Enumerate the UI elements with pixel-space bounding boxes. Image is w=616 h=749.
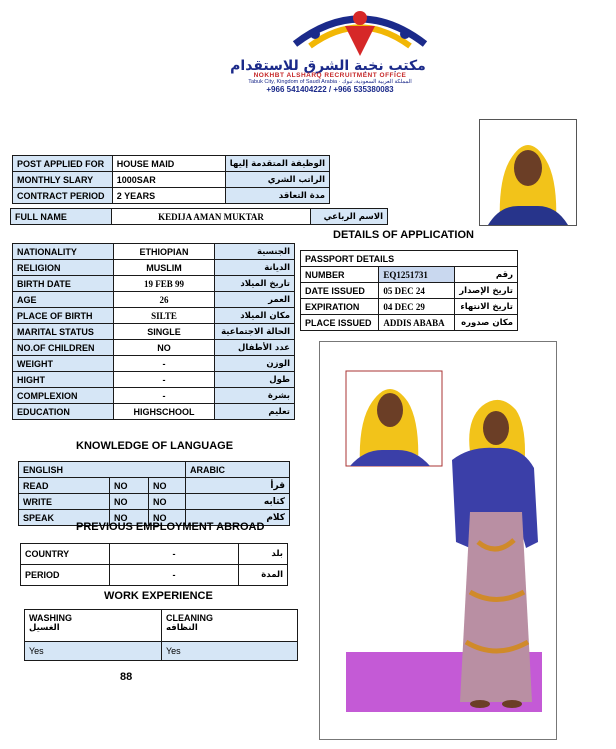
detail-label: BIRTH DATE <box>13 276 114 292</box>
detail-label: COMPLEXION <box>13 388 114 404</box>
country-value: - <box>110 544 239 565</box>
details-heading: DETAILS OF APPLICATION <box>333 229 474 241</box>
detail-label-arabic: الجنسية <box>215 244 295 260</box>
language-row-label-arabic: كلام <box>186 510 290 526</box>
table-row <box>19 494 290 510</box>
language-row-label: SPEAK <box>19 510 110 526</box>
table-row <box>19 462 290 478</box>
table-row <box>301 283 518 299</box>
table-row <box>13 276 295 292</box>
detail-value: NO <box>114 340 215 356</box>
washing-label-arabic: الغسيل <box>29 623 60 633</box>
washing-cell <box>25 610 162 642</box>
passport-value: 05 DEC 24 <box>379 283 455 299</box>
full-body-photo <box>319 341 557 740</box>
passport-title: PASSPORT DETAILS <box>301 251 518 267</box>
page-number: 88 <box>120 671 133 683</box>
detail-label: PLACE OF BIRTH <box>13 308 114 324</box>
detail-value: MUSLIM <box>114 260 215 276</box>
passport-value: 04 DEC 29 <box>379 299 455 315</box>
english-level: NO <box>110 510 149 526</box>
detail-label-arabic: تاريخ الميلاد <box>215 276 295 292</box>
table-row <box>13 324 295 340</box>
arabic-column-header: ARABIC <box>186 462 290 478</box>
detail-value: 26 <box>114 292 215 308</box>
passport-label-arabic: رقم <box>455 267 518 283</box>
detail-label-arabic: بشرة <box>215 388 295 404</box>
contract-value: 2 YEARS <box>112 188 225 204</box>
detail-label-arabic: عدد الأطفال <box>215 340 295 356</box>
language-row-label: READ <box>19 478 110 494</box>
work-table <box>24 609 298 661</box>
table-row <box>25 610 298 642</box>
detail-label: WEIGHT <box>13 356 114 372</box>
company-name-english: NOKHBT ALSHARQ RECRUITMENT OFFICE <box>253 72 407 79</box>
full-name-value: KEDIJA AMAN MUKTAR <box>112 209 311 225</box>
arabic-level: NO <box>149 510 186 526</box>
cleaning-value: Yes <box>162 642 298 661</box>
full-name-table <box>10 208 388 225</box>
country-label-arabic: بلد <box>239 544 288 565</box>
table-row <box>301 299 518 315</box>
arabic-level: NO <box>149 494 186 510</box>
employment-table <box>20 543 288 586</box>
personal-details-table <box>12 243 295 420</box>
arabic-level: NO <box>149 478 186 494</box>
english-level: NO <box>110 494 149 510</box>
table-row <box>13 260 295 276</box>
english-column-header: ENGLISH <box>19 462 186 478</box>
table-row <box>301 267 518 283</box>
detail-value: 19 FEB 99 <box>114 276 215 292</box>
post-value: HOUSE MAID <box>112 156 225 172</box>
passport-value: EQ1251731 <box>379 267 455 283</box>
country-label: COUNTRY <box>21 544 110 565</box>
washing-label: WASHING <box>29 613 73 623</box>
language-row-label-arabic: كتابه <box>186 494 290 510</box>
table-row <box>13 388 295 404</box>
passport-label: DATE ISSUED <box>301 283 379 299</box>
detail-label-arabic: الديانة <box>215 260 295 276</box>
full-name-label: FULL NAME <box>11 209 112 225</box>
contract-label-arabic: مدة التعاقد <box>225 188 329 204</box>
table-row <box>19 478 290 494</box>
table-row <box>21 565 288 586</box>
detail-value: - <box>114 356 215 372</box>
detail-value: ETHIOPIAN <box>114 244 215 260</box>
language-row-label-arabic: قرأ <box>186 478 290 494</box>
detail-value: HIGHSCHOOL <box>114 404 215 420</box>
detail-label-arabic: طول <box>215 372 295 388</box>
cleaning-label-arabic: النظافه <box>166 623 198 633</box>
english-level: NO <box>110 478 149 494</box>
detail-label: HIGHT <box>13 372 114 388</box>
passport-label-arabic: تاريخ الانتهاء <box>455 299 518 315</box>
table-row <box>13 404 295 420</box>
passport-label: EXPIRATION <box>301 299 379 315</box>
table-row <box>13 172 330 188</box>
table-row <box>13 308 295 324</box>
full-name-label-arabic: الاسم الرباعي <box>311 209 388 225</box>
passport-value: ADDIS ABABA <box>379 315 455 331</box>
company-location: Tabuk City, Kingdom of Saudi Arabia · المملكة العربية السعودية، تبوك <box>248 79 412 85</box>
detail-value: SILTE <box>114 308 215 324</box>
period-label-arabic: المدة <box>239 565 288 586</box>
passport-label: PLACE ISSUED <box>301 315 379 331</box>
language-table <box>18 461 290 526</box>
passport-label: NUMBER <box>301 267 379 283</box>
detail-value: - <box>114 388 215 404</box>
table-row <box>25 642 298 661</box>
detail-label-arabic: مكان الميلاد <box>215 308 295 324</box>
cleaning-label: CLEANING <box>166 613 213 623</box>
detail-label-arabic: الوزن <box>215 356 295 372</box>
detail-value: - <box>114 372 215 388</box>
table-row <box>13 340 295 356</box>
table-row <box>13 156 330 172</box>
detail-label: RELIGION <box>13 260 114 276</box>
post-table <box>12 155 330 204</box>
period-value: - <box>110 565 239 586</box>
washing-value: Yes <box>25 642 162 661</box>
detail-label: AGE <box>13 292 114 308</box>
detail-label: EDUCATION <box>13 404 114 420</box>
passport-label-arabic: تاريخ الإصدار <box>455 283 518 299</box>
period-label: PERIOD <box>21 565 110 586</box>
salary-value: 1000SAR <box>112 172 225 188</box>
cleaning-cell <box>162 610 298 642</box>
detail-label-arabic: تعليم <box>215 404 295 420</box>
work-heading: WORK EXPERIENCE <box>104 590 213 602</box>
table-row <box>13 244 295 260</box>
detail-label: MARITAL STATUS <box>13 324 114 340</box>
table-row <box>11 209 388 225</box>
company-phones: +966 541404222 / +966 535380083 <box>266 85 394 94</box>
contract-label: CONTRACT PERIOD <box>13 188 113 204</box>
detail-label-arabic: الحالة الاجتماعية <box>215 324 295 340</box>
post-label-arabic: الوظيفة المتقدمة إليها <box>225 156 329 172</box>
salary-label: MONTHLY SLARY <box>13 172 113 188</box>
detail-label: NATIONALITY <box>13 244 114 260</box>
table-row <box>13 356 295 372</box>
detail-value: SINGLE <box>114 324 215 340</box>
language-heading: KNOWLEDGE OF LANGUAGE <box>76 440 234 452</box>
employment-heading: PREVIOUS EMPLOYMENT ABROAD <box>76 521 265 533</box>
detail-label-arabic: العمر <box>215 292 295 308</box>
language-row-label: WRITE <box>19 494 110 510</box>
portrait-photo <box>479 119 577 226</box>
table-row <box>13 188 330 204</box>
table-row <box>13 372 295 388</box>
table-row <box>21 544 288 565</box>
detail-label: NO.OF CHILDREN <box>13 340 114 356</box>
passport-table <box>300 250 518 331</box>
table-row <box>13 292 295 308</box>
company-name-arabic: مكتب نخبة الشرق للاستقدام <box>230 58 426 74</box>
salary-label-arabic: الراتب الشري <box>225 172 329 188</box>
post-label: POST APPLIED FOR <box>13 156 113 172</box>
table-row <box>301 315 518 331</box>
table-row <box>301 251 518 267</box>
passport-label-arabic: مكان صدوره <box>455 315 518 331</box>
